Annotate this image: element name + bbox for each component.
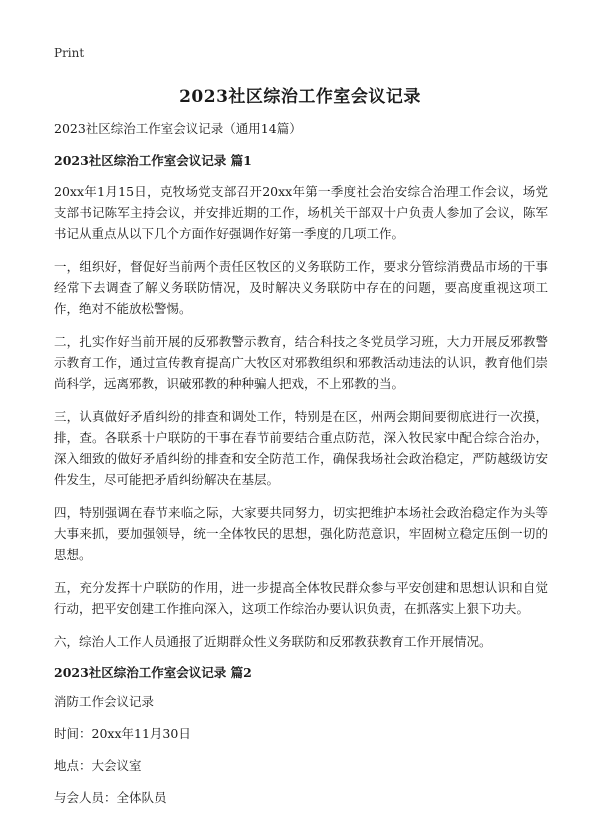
paragraph: 四，特别强调在春节来临之际，大家要共同努力，切实把维护本场社会政治稳定作为头等大事来抓，要加强领导，统一全体牧民的思想，强化防范意识，牢固树立稳定压倒一切的思想。 [54, 505, 548, 562]
section-heading-1: 2023社区综治工作室会议记录 篇1 [54, 153, 252, 168]
meeting-attendees: 与会人员：全体队员 [54, 790, 167, 805]
paragraph: 三，认真做好矛盾纠纷的排查和调处工作，特别是在区，州两会期间要彻底进行一次摸，排，查。各联系十户联防的干事在春节前要结合重点防范，深入牧民家中配合综合治办，深入细致的做好矛盾纠纷的排查和安全防范工作，确保我场社会政治稳定，严防越级访安件发生，尽可能把矛盾纠纷解决在基层。 [54, 409, 548, 487]
meeting-location: 地点：大会议室 [54, 758, 142, 773]
meeting-record-title: 消防工作会议记录 [54, 694, 155, 709]
paragraph: 五，充分发挥十户联防的作用，进一步提高全体牧民群众参与平安创建和思想认识和自觉行动，把平安创建工作推向深入，这项工作综治办要认识负责，在抓落实上狠下功夫。 [54, 580, 548, 616]
print-link[interactable]: Print [54, 46, 85, 60]
paragraph: 一，组织好，督促好当前两个责任区牧区的义务联防工作，要求分管综消费品市场的干事经常下去调查了解义务联防情况，及时解决义务联防中存在的问题，要高度重视这项工作，绝对不能放松警惕。 [54, 259, 548, 316]
document-subtitle: 2023社区综治工作室会议记录（通用14篇） [54, 121, 302, 136]
meeting-time: 时间：20xx年11月30日 [54, 726, 191, 741]
document-body [54, 120, 548, 821]
paragraph: 六，综治人工作人员通报了近期群众性义务联防和反邪教获教育工作开展情况。 [54, 634, 492, 649]
paragraph: 20xx年1月15日，克牧场党支部召开20xx年第一季度社会治安综合治理工作会议，场党支部书记陈军主持会议，并安排近期的工作，场机关干部双十户负责人参加了会议，陈军书记从重点从以下几个方面作好强调作好第一季度的几项工作。 [54, 184, 548, 241]
document-title: 2023社区综治工作室会议记录 [179, 87, 421, 107]
section-heading-2: 2023社区综治工作室会议记录 篇2 [54, 665, 252, 680]
paragraph: 二，扎实作好当前开展的反邪教警示教育，结合科技之冬党员学习班，大力开展反邪教警示教育工作，通过宣传教育提高广大牧区对邪教组织和邪教活动违法的认识，教育他们崇尚科学，远离邪教，识破邪教的种种骗人把戏，不上邪教的当。 [54, 334, 548, 391]
